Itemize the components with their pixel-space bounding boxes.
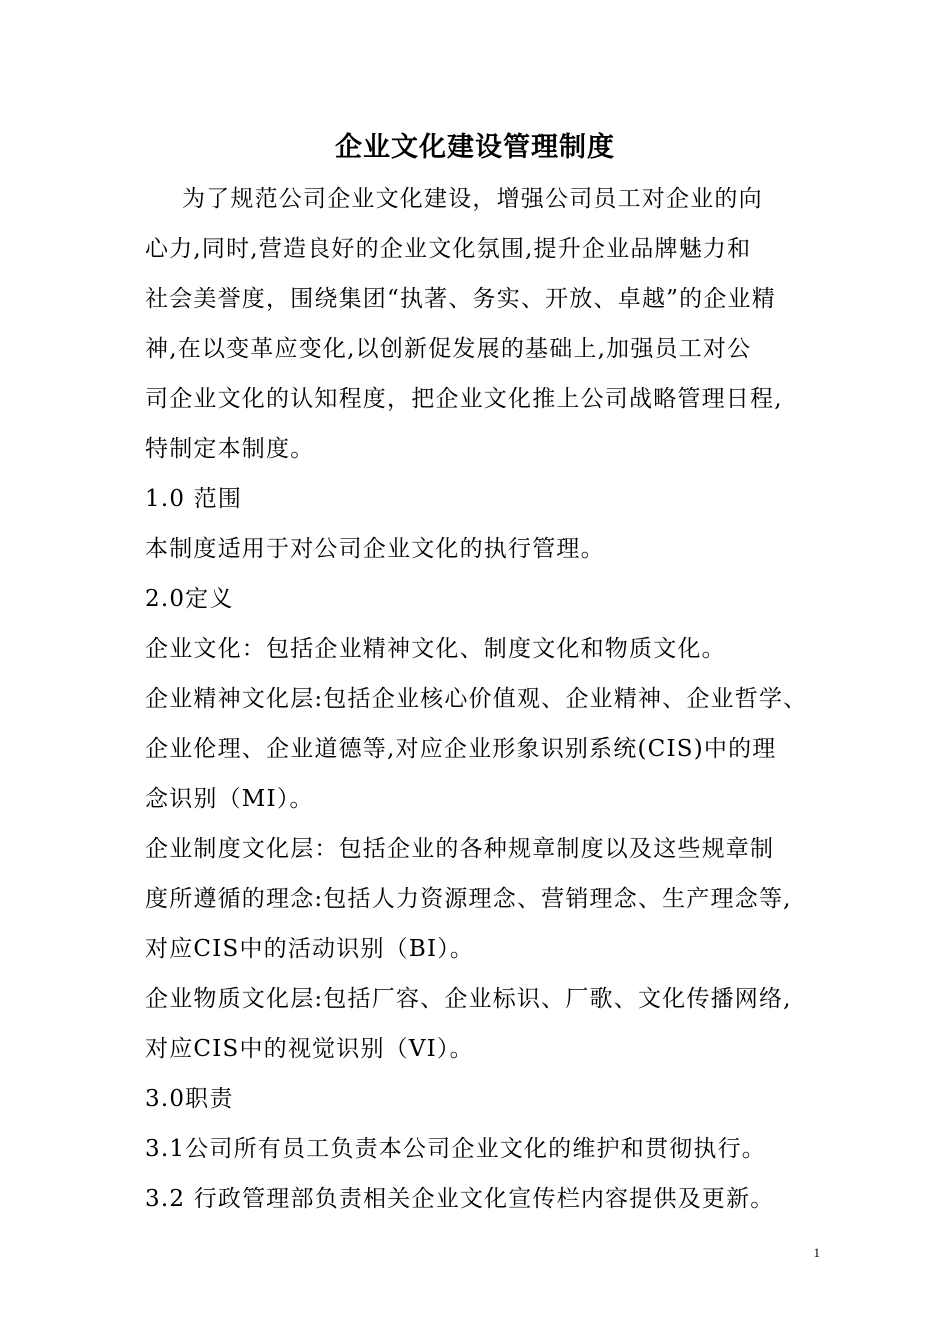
document-body [145, 178, 825, 1228]
definition-institutional-line: 对应CIS中的活动识别（BI）。 [145, 936, 475, 962]
page-number: 1 [813, 1245, 820, 1260]
definition-spiritual-line: 企业伦理、企业道德等,对应企业形象识别系统(CIS)中的理 [145, 736, 777, 762]
definition-spiritual-line: 念识别（MI）。 [145, 786, 314, 812]
scope-text: 本制度适用于对公司企业文化的执行管理。 [145, 536, 605, 562]
intro-paragraph-line: 社会美誉度，围绕集团“执著、务实、开放、卓越”的企业精 [145, 286, 776, 312]
intro-paragraph-line: 心力,同时,营造良好的企业文化氛围,提升企业品牌魅力和 [145, 236, 752, 262]
section-heading-scope: 1.0 范围 [145, 486, 243, 512]
definition-material-line: 对应CIS中的视觉识别（VI）。 [145, 1036, 474, 1062]
definition-spiritual-line: 企业精神文化层:包括企业核心价值观、企业精神、企业哲学、 [145, 686, 808, 712]
document-title: 企业文化建设管理制度 [335, 132, 615, 163]
intro-paragraph-line: 神,在以变革应变化,以创新促发展的基础上,加强员工对公 [145, 336, 752, 362]
definition-culture: 企业文化：包括企业精神文化、制度文化和物质文化。 [145, 636, 726, 662]
responsibility-item: 3.1公司所有员工负责本公司企业文化的维护和贯彻执行。 [145, 1136, 766, 1162]
intro-paragraph-line: 特制定本制度。 [145, 436, 315, 462]
definition-institutional-line: 度所遵循的理念:包括人力资源理念、营销理念、生产理念等, [145, 886, 792, 912]
definition-material-line: 企业物质文化层:包括厂容、企业标识、厂歌、文化传播网络, [145, 986, 792, 1012]
intro-paragraph-line: 为了规范公司企业文化建设，增强公司员工对企业的向 [182, 186, 763, 212]
section-heading-responsibilities: 3.0职责 [145, 1086, 234, 1112]
section-heading-definitions: 2.0定义 [145, 586, 234, 612]
responsibility-item: 3.2 行政管理部负责相关企业文化宣传栏内容提供及更新。 [145, 1186, 775, 1212]
definition-institutional-line: 企业制度文化层：包括企业的各种规章制度以及这些规章制 [145, 836, 775, 862]
intro-paragraph-line: 司企业文化的认知程度，把企业文化推上公司战略管理日程, [145, 386, 783, 412]
